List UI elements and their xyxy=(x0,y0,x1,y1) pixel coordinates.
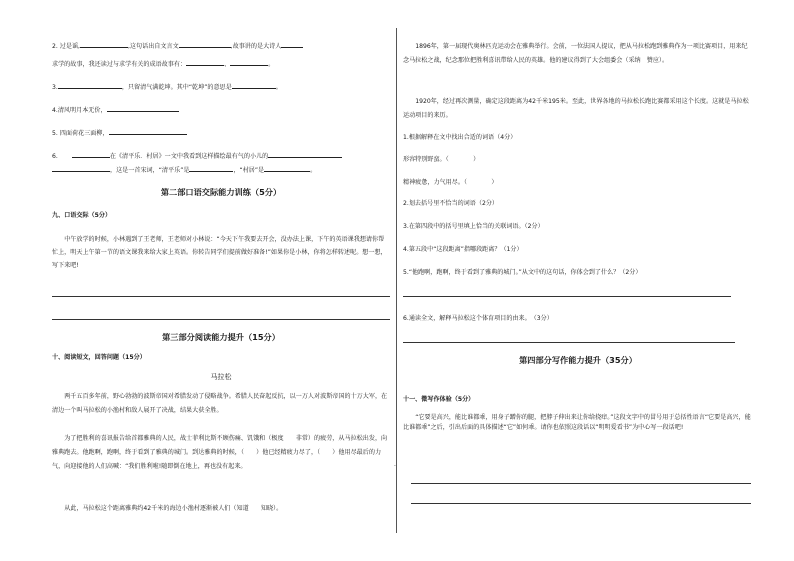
blank[interactable] xyxy=(189,164,233,172)
blank[interactable] xyxy=(230,58,268,66)
blank[interactable] xyxy=(52,164,110,172)
q2-part-f: 。 xyxy=(268,61,275,68)
rq1-a[interactable]: 形容特别野蛮。（ ） xyxy=(403,156,480,163)
divider-mark: · xyxy=(394,463,396,470)
blank[interactable] xyxy=(72,150,110,158)
blank[interactable] xyxy=(281,40,303,48)
column-divider xyxy=(396,28,397,533)
q2-part-e: 、 xyxy=(224,61,231,68)
q11-text: “它要是高兴，能比谁都乖，用身子蹭你的腿，把脖子伸出来让你给挠痒。”这段文字中的冒号用于总括性语言“它要是高兴，能比谁都乖”之后，引出后面的具体描述“它”如何乖。请你也依照这段话以“明明爱看书”为中心写一段话吧! xyxy=(403,414,751,431)
answer-line[interactable] xyxy=(403,342,735,343)
q3-part-b: ，只留清气满乾坤。其中“乾坤”的意思是 xyxy=(121,84,232,91)
blank[interactable] xyxy=(264,164,310,172)
paragraph-3: 从此，马拉松这个距离雅典约42千米的海边小渔村逐渐被人们（知道 知晓）。 xyxy=(64,505,283,512)
q6-part-d: ，“村居”是 xyxy=(233,167,265,174)
question-2-cont xyxy=(52,58,274,69)
q3-part-c: 。 xyxy=(275,84,282,91)
question-4 xyxy=(52,104,179,115)
rq2: 2.划去括号里不恰当的词语（2分） xyxy=(403,200,499,207)
q2-part-a: 2. 过是谣, xyxy=(52,43,80,50)
q4-text: 4.清风明月本无价， xyxy=(52,107,107,114)
answer-line[interactable] xyxy=(411,483,751,484)
question-6 xyxy=(52,150,342,161)
rq6: 6.通读全文，解释马拉松这个体育项目的由来。 （3分） xyxy=(403,315,553,322)
q10-title: 十、阅读短文，回答问题（15分） xyxy=(52,354,146,361)
q11-title: 十一、微写作体验（5分） xyxy=(403,396,475,403)
q9-text: 中午放学的时候，小林遇到了王老师，王老师对小林说：“今天下午我要去开会，没办法上课，下午的英语课我想请你帮忙上，明天上午第一节的语文课我来给大家上英语。你转告同学们提前做好准备!”如果你是小林，你将怎样转述呢。想一想，写下来吧! xyxy=(52,236,387,269)
blank[interactable] xyxy=(268,150,342,158)
section-3-heading: 第三部分阅读能力提升（15分） xyxy=(162,332,280,342)
q3-part-a: 3. xyxy=(52,84,58,91)
blank[interactable] xyxy=(186,58,224,66)
rq5: 5.“他跑啊，跑啊，终于看到了雅典的城门。”从文中的这句话，你体会到了什么？（2分） xyxy=(403,269,642,276)
q5-text: 5. 四面荷花三面柳， xyxy=(52,130,109,137)
q2-part-d: 求学的故事，我还读过与求学有关的成语故事有： xyxy=(52,61,187,68)
section-4-heading: 第四部分写作能力提升（35分） xyxy=(519,355,637,365)
rq1-b[interactable]: 精神疲惫，力气用尽。（ ） xyxy=(403,179,498,186)
q6-part-c: ，这是一首宋词，“清平乐”是 xyxy=(110,167,190,174)
paragraph-2: 为了把胜利的喜讯报告给首都雅典的人民，战士菲利比斯不顾伤痛、饥饿和（极度 非常）的疲劳，从马拉松出发，向雅典跑去。他跑啊，跑啊，终于看到了雅典的城门。到达雅典的时候，（ ）他已经精疲力尽了，（ ）他用尽最后的力气，向迎接他的人们高喊：“我们胜利啦!随即倒在地上，再也没有起来。 xyxy=(52,435,388,470)
rq3: 3.在第四段中的括号里填上恰当的关联词语。（2分） xyxy=(403,223,544,230)
question-3 xyxy=(52,81,282,92)
question-6-cont xyxy=(52,164,316,175)
blank[interactable] xyxy=(232,81,276,89)
q6-part-e: 。 xyxy=(310,167,317,174)
right-column xyxy=(403,0,753,561)
answer-line[interactable] xyxy=(403,296,731,297)
paragraph-5: 1920年，经过再次测量，确定这段距离为42千米195米。至此，世界各地的马拉松长跑比赛都采用这个长度。这就是马拉松运动项目的来历。 xyxy=(403,98,749,119)
blank[interactable] xyxy=(109,127,187,135)
q9-title: 九、口语交际（5分） xyxy=(52,212,112,219)
paragraph-4: 1896年，第一届现代奥林匹克运动会在雅典举行。会前，一位法国人提议，把从马拉松跑到雅典作为一项比赛项目，用来纪念马拉松之战，纪念那位把胜利喜讯带给人民的英雄。他的建议得到了大会组委会（采纳 赞应）。 xyxy=(403,43,748,64)
answer-line[interactable] xyxy=(52,319,390,320)
question-2 xyxy=(52,40,303,51)
question-5 xyxy=(52,127,187,138)
left-column xyxy=(52,0,390,561)
blank[interactable] xyxy=(107,104,179,112)
q2-part-c: ,故事讲的是大诗人 xyxy=(230,43,282,50)
blank[interactable] xyxy=(58,81,122,89)
q6-part-b: 在《清平乐．村居》一文中我看到这样描绘最有气的小儿的 xyxy=(109,153,269,160)
article-title: 马拉松 xyxy=(210,373,232,381)
q2-part-b: ,这句话出自文言文 xyxy=(127,43,179,50)
q6-part-a: 6. xyxy=(52,153,58,160)
blank[interactable] xyxy=(179,40,231,48)
rq1: 1.根据解释在文中找出合适的词语（4分） xyxy=(403,134,517,141)
paragraph-1: 两千五百多年前，野心勃勃的波斯帝国对希腊发动了侵略战争。希腊人民奋起反抗，以一万人对波斯帝国的十万大军，在清边一个叫马拉松的小渔村和敌人展开了决战，结果大获全胜。 xyxy=(52,393,388,414)
answer-line[interactable] xyxy=(411,503,751,504)
blank[interactable] xyxy=(80,40,128,48)
answer-line[interactable] xyxy=(52,296,390,297)
section-2-heading: 第二部口语交际能力训练（5分） xyxy=(160,187,282,197)
rq4: 4.第五段中“这段距离”指哪段距离？（1分） xyxy=(403,246,523,253)
